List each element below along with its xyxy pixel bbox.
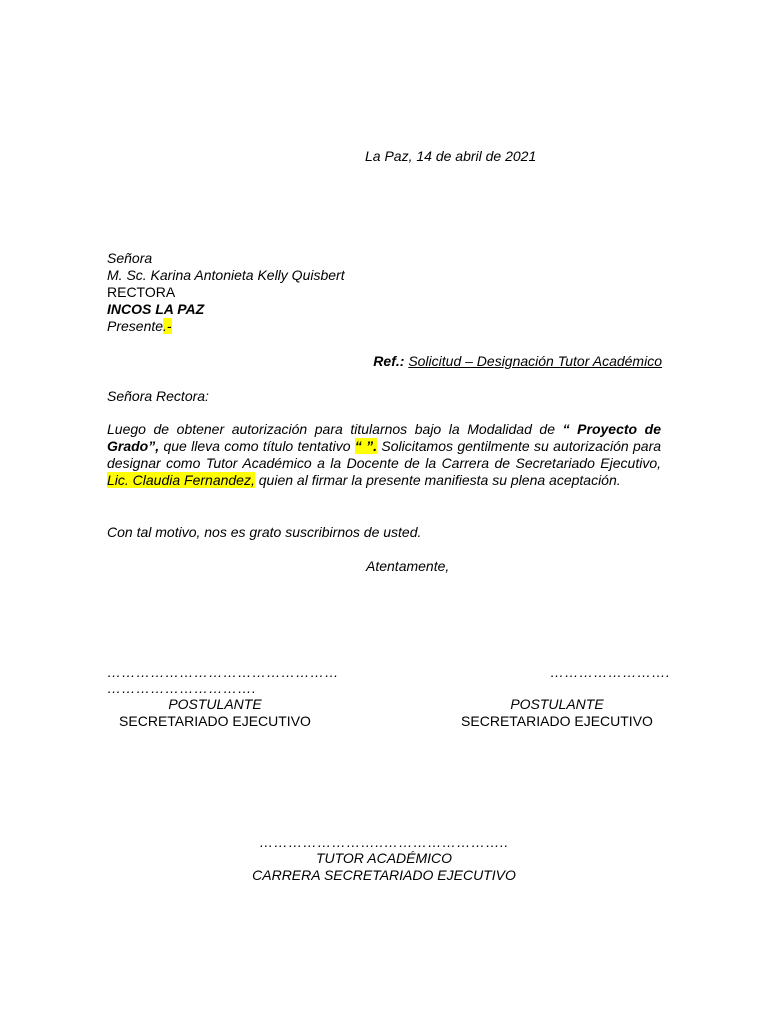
closing-line: Con tal motivo, nos es grato suscribirnos de usted. [107,524,422,540]
signature-left-block [105,696,325,730]
recipient-name: M. Sc. Karina Antonieta Kelly Quisbert [107,267,345,283]
presente-text: Presente [107,318,164,334]
body-text-2: que lleva como título tentativo [159,438,355,454]
recipient-title: RECTORA [107,284,176,300]
reference-line [373,353,662,370]
body-text-4: quien al firmar la presente manifiesta su plena aceptación. [254,472,621,488]
signature-right-block [447,696,667,730]
signature-line-left: ………………………………………… [107,664,339,680]
ref-text: Solicitud – Designación Tutor Académico [408,353,662,369]
recipient-institution: INCOS LA PAZ [107,301,205,317]
recipient-salutation: Señora [107,250,153,266]
recipient-block [107,250,667,335]
modality-name: “ Proyecto de Grado”, [107,421,661,454]
signature-left-role: POSTULANTE [168,696,262,712]
greeting: Señora Rectora: [107,388,209,404]
body-text-1: Luego de obtener autorización para titularnos bajo la Modalidad de [107,421,563,437]
signature-right-role: POSTULANTE [510,696,604,712]
signature-left-career: SECRETARIADO EJECUTIVO [119,713,311,729]
sign-off: Atentamente, [366,558,450,574]
signature-line-tutor: ……………………..…………………….. [259,834,509,850]
signature-right-career: SECRETARIADO EJECUTIVO [461,713,653,729]
signature-tutor-block [234,850,534,884]
signature-tutor-role: TUTOR ACADÉMICO [315,850,453,866]
signature-line-left-continued: …………………………. [107,680,257,696]
tutor-name: Lic. Claudia Fernandez, [107,472,255,488]
body-text-3: Solicitamos gentilmente su autorización para designar como Tutor Académico a la Docente de la Carrera de Secretariado Ejecutivo, [107,438,662,471]
body-paragraph [107,421,661,489]
presente-highlight: .- [163,318,172,334]
ref-label: Ref.: [373,353,405,369]
recipient-presente [107,318,667,335]
signature-line-right: ……………………. [550,664,671,680]
signature-tutor-career: CARRERA SECRETARIADO EJECUTIVO [252,867,516,883]
title-placeholder: “ ”. [354,438,378,454]
date-line: La Paz, 14 de abril de 2021 [365,148,537,164]
